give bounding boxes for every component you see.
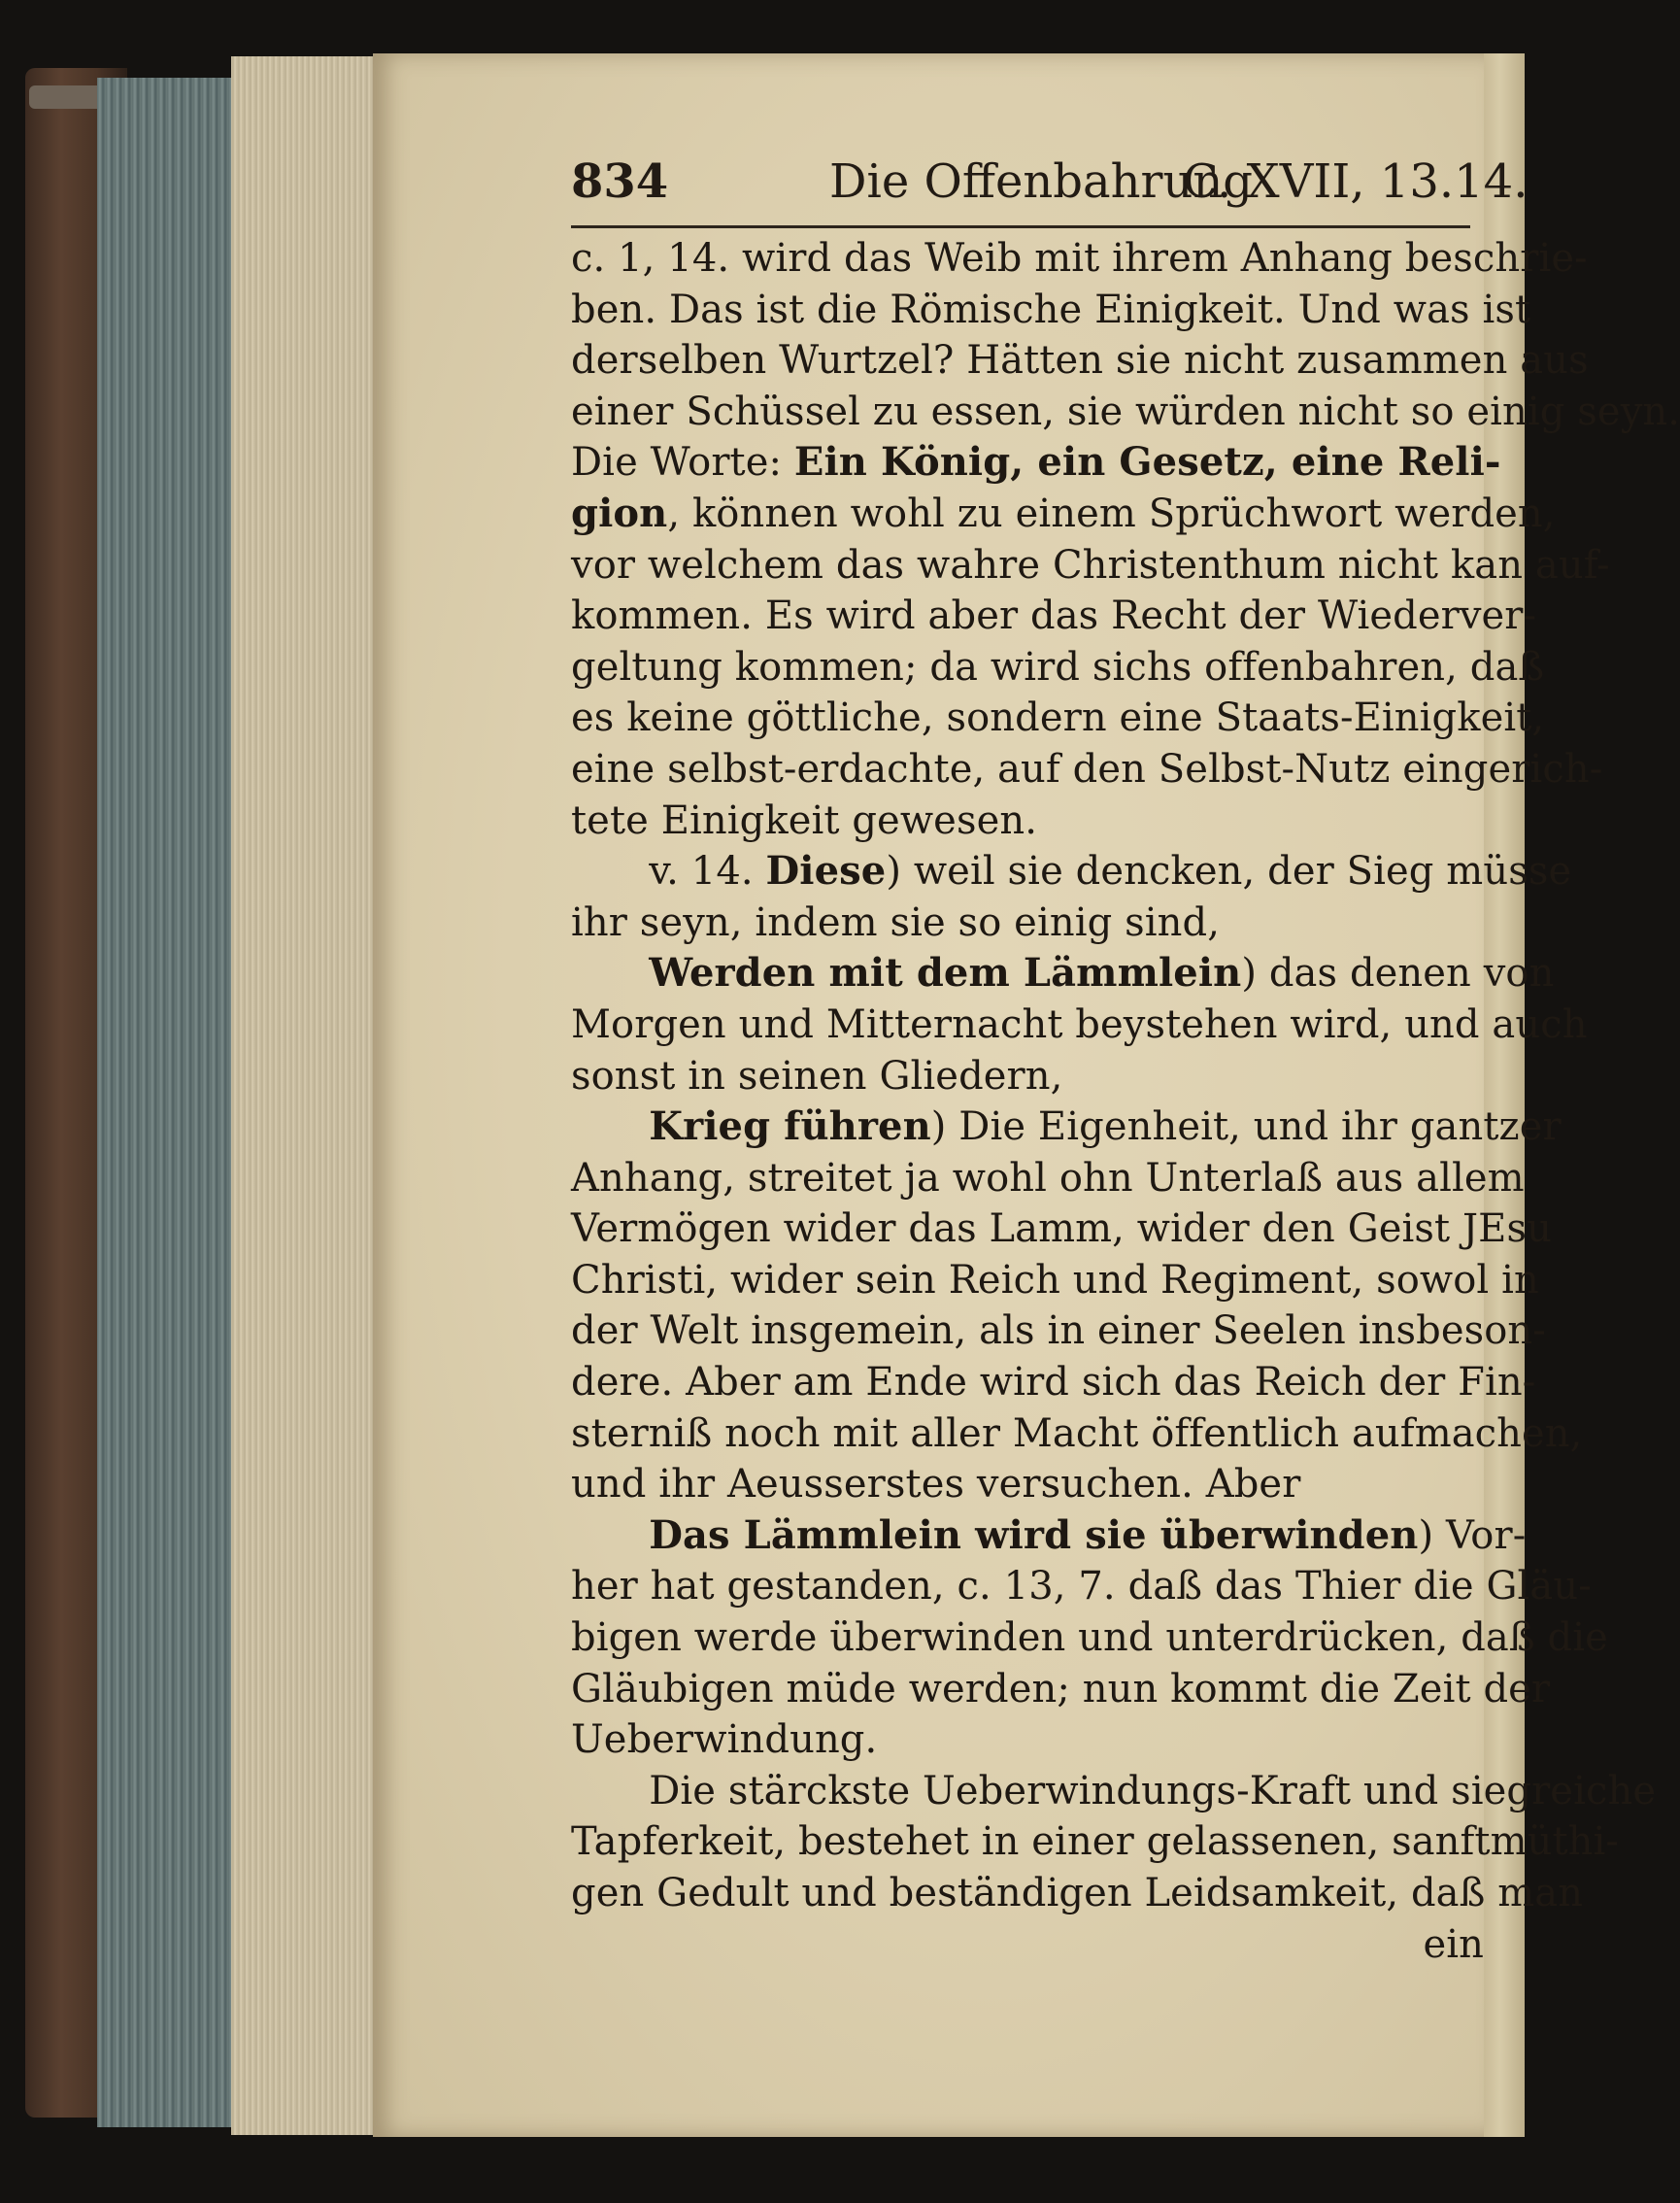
text-line — [571, 1714, 1484, 1766]
text-run: vor welchem das wahre Christenthum nicht kan auf- — [571, 542, 1610, 588]
text-run: Ueberwindung. — [571, 1717, 878, 1763]
text-line — [571, 1561, 1592, 1612]
text-line — [571, 693, 1545, 744]
text-line — [571, 1305, 1546, 1357]
text-line — [571, 591, 1537, 642]
text-line — [571, 1868, 1584, 1919]
body-text — [571, 233, 1680, 1970]
text-run: Die stärckste Ueberwindungs-Kraft und siegreiche — [571, 1768, 1657, 1813]
text-line — [571, 1919, 1484, 1971]
page-title: Die Offenbahrung — [829, 154, 1254, 209]
page-stack — [231, 56, 377, 2135]
text-run: c. 1, 14. wird das Weib mit ihrem Anhang beschrie- — [571, 236, 1588, 281]
text-run: v. 14. — [571, 849, 766, 895]
text-line — [571, 1051, 1484, 1102]
text-line — [571, 1510, 1527, 1562]
text-line — [571, 437, 1501, 489]
text-run: her hat gestanden, c. 13, 7. daß das Thier die Gläu- — [571, 1564, 1592, 1610]
text-emphasis: Das Lämmlein wird sie überwinden — [649, 1511, 1419, 1558]
text-run: , können wohl zu einem Sprüchwort werden, — [667, 491, 1556, 536]
text-emphasis: Diese — [765, 848, 887, 895]
text-line — [571, 1408, 1583, 1460]
text-run — [571, 951, 649, 996]
text-line — [571, 898, 1484, 949]
text-run: ben. Das ist die Römische Einigkeit. Und was ist — [571, 287, 1531, 332]
text-line — [571, 642, 1545, 694]
text-run: sterniß noch mit aller Macht öffentlich aufmachen, — [571, 1410, 1583, 1456]
text-run: Tapferkeit, bestehet in einer gelassenen, sanftmüthi- — [571, 1819, 1620, 1865]
text-run: Die Worte: — [571, 440, 794, 486]
text-line — [571, 796, 1484, 847]
text-line — [571, 948, 1555, 1000]
text-line — [571, 233, 1588, 285]
text-run: Morgen und Mitternacht beystehen wird, und auch — [571, 1001, 1588, 1047]
text-run: ihr seyn, indem sie so einig sind, — [571, 899, 1221, 945]
text-run: Christi, wider sein Reich und Regiment, sowol in — [571, 1257, 1539, 1303]
text-run: ) weil sie dencken, der Sieg müsse — [886, 849, 1572, 895]
text-run: ein — [1423, 1921, 1484, 1967]
text-run: ) das denen von — [1241, 951, 1555, 997]
text-run — [571, 1513, 649, 1558]
text-run: und ihr Aeusserstes versuchen. Aber — [571, 1462, 1301, 1508]
text-line — [571, 1255, 1539, 1306]
text-line — [571, 1612, 1608, 1664]
text-line — [571, 846, 1572, 898]
text-run: Gläubigen müde werden; nun kommt die Zeit der — [571, 1666, 1551, 1712]
text-line — [571, 1816, 1620, 1868]
header-rule — [571, 225, 1470, 228]
book-page-edges — [97, 78, 233, 2127]
text-run: derselben Wurtzel? Hätten sie nicht zusammen aus — [571, 338, 1589, 384]
text-run: bigen werde überwinden und unterdrücken, daß die — [571, 1615, 1608, 1661]
text-line — [571, 1459, 1484, 1510]
text-run: ) Vor- — [1418, 1512, 1527, 1558]
text-line — [571, 335, 1589, 387]
text-run: geltung kommen; da wird sichs offenbahren, daß — [571, 644, 1545, 690]
text-run — [571, 1104, 649, 1149]
text-emphasis: Krieg führen — [649, 1103, 931, 1150]
text-run: Anhang, streitet ja wohl ohn Unterlaß aus allem — [571, 1155, 1525, 1201]
text-run: kommen. Es wird aber das Recht der Wiederver- — [571, 593, 1537, 639]
text-run: gen Gedult und beständigen Leidsamkeit, daß man — [571, 1871, 1584, 1915]
text-run: Vermögen wider das Lamm, wider den Geist JEsu — [571, 1206, 1552, 1252]
text-run: einer Schüssel zu essen, sie würden nicht so einig seyn. — [571, 389, 1680, 434]
text-line — [571, 489, 1556, 540]
text-emphasis: gion — [571, 490, 668, 536]
text-line — [571, 1203, 1552, 1255]
text-run: tete Einigkeit gewesen. — [571, 797, 1038, 843]
text-run: der Welt insgemein, als in einer Seelen insbeson- — [571, 1308, 1546, 1354]
text-line — [571, 285, 1531, 336]
text-run: sonst in seinen Gliedern, — [571, 1053, 1063, 1099]
text-emphasis: Ein König, ein Gesetz, eine Reli- — [793, 439, 1501, 486]
text-line — [571, 1664, 1551, 1715]
text-line — [571, 1000, 1588, 1051]
text-line — [571, 1102, 1562, 1153]
running-head — [571, 148, 1529, 216]
text-line — [571, 1153, 1525, 1204]
text-line — [571, 744, 1603, 796]
text-line — [571, 387, 1680, 438]
text-emphasis: Werden mit dem Lämmlein — [649, 950, 1242, 997]
text-line — [571, 1357, 1536, 1408]
text-line — [571, 540, 1610, 592]
page-number: 834 — [571, 154, 669, 209]
text-run: dere. Aber am Ende wird sich das Reich der Fin- — [571, 1360, 1536, 1406]
chapter-reference: C. XVII, 13.14. — [1183, 154, 1529, 209]
text-line — [571, 1766, 1657, 1817]
text-run: eine selbst-erdachte, auf den Selbst-Nutz eingerich- — [571, 746, 1603, 792]
text-run: es keine göttliche, sondern eine Staats-Einigkeit, — [571, 695, 1545, 741]
text-run: ) Die Eigenheit, und ihr gantzer — [930, 1104, 1562, 1150]
